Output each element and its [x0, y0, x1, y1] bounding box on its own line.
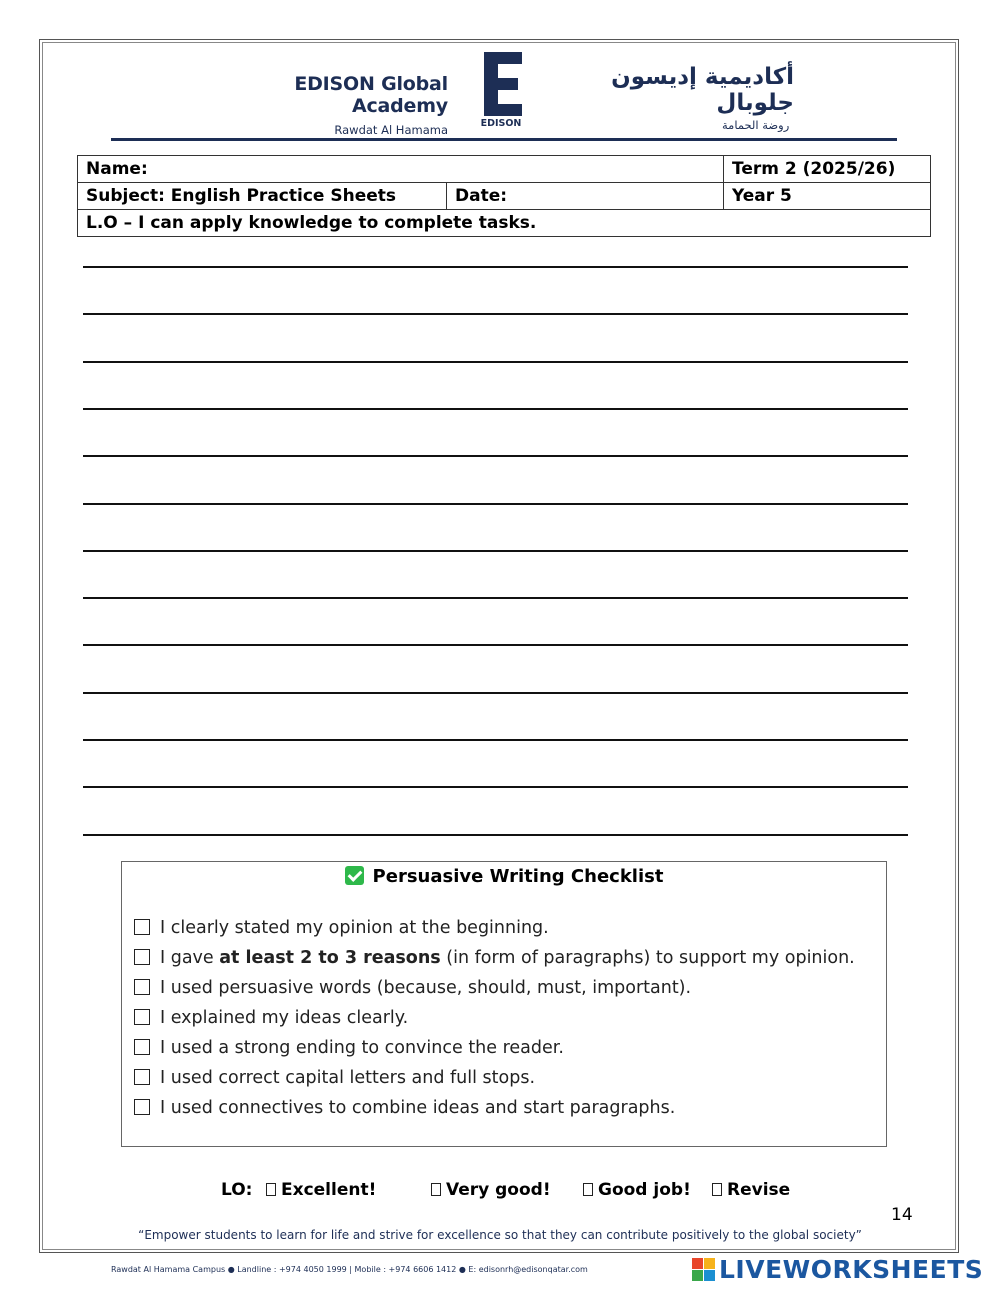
header-rule: [111, 138, 897, 141]
checklist-item-text: I gave: [160, 948, 220, 968]
school-title: EDISON Global Academy: [294, 73, 448, 117]
checkbox[interactable]: [134, 919, 150, 935]
page-number: 14: [891, 1205, 913, 1225]
info-table: [77, 155, 931, 237]
checklist-item-text: I explained my ideas clearly.: [160, 1008, 409, 1028]
term-cell: Term 2 (2025/26): [724, 156, 931, 183]
writing-line[interactable]: [83, 455, 908, 457]
logo-e-icon: [482, 52, 524, 116]
checklist-item-bold-text: at least 2 to 3 reasons: [219, 948, 441, 968]
rating-box-icon[interactable]: [266, 1183, 276, 1196]
checklist-item-text: I used correct capital letters and full stops.: [160, 1068, 536, 1088]
writing-line[interactable]: [83, 644, 908, 646]
writing-line[interactable]: [83, 834, 908, 836]
writing-line[interactable]: [83, 739, 908, 741]
checkbox[interactable]: [134, 1099, 150, 1115]
contact-footer: Rawdat Al Hamama Campus ● Landline : +974 4050 1999 | Mobile : +974 6606 1412 ● E: edisonrh@edisonqatar.com: [111, 1265, 588, 1274]
subject-cell: Subject: English Practice Sheets: [78, 183, 447, 210]
checklist-title-row: [122, 866, 886, 887]
writing-line[interactable]: [83, 786, 908, 788]
checklist-item[interactable]: [134, 978, 691, 998]
writing-line[interactable]: [83, 692, 908, 694]
school-name-ar: [554, 64, 794, 132]
logo-caption: EDISON: [480, 118, 522, 129]
checklist-item-text: I used a strong ending to convince the reader.: [160, 1038, 564, 1058]
name-cell[interactable]: Name:: [78, 156, 724, 183]
year-cell: Year 5: [724, 183, 931, 210]
lo-label: LO:: [221, 1180, 253, 1200]
watermark-text: LIVEWORKSHEETS: [719, 1255, 984, 1284]
writing-line[interactable]: [83, 503, 908, 505]
rating-revise[interactable]: [712, 1180, 790, 1200]
rating-box-icon[interactable]: [583, 1183, 593, 1196]
rating-label: Good job!: [598, 1180, 691, 1200]
rating-very-good[interactable]: [431, 1180, 551, 1200]
checkbox[interactable]: [134, 1039, 150, 1055]
persuasive-writing-checklist: [121, 861, 887, 1147]
rating-label: Excellent!: [281, 1180, 377, 1200]
writing-line[interactable]: [83, 408, 908, 410]
checklist-item-text: I used persuasive words (because, should, must, important).: [160, 978, 692, 998]
writing-line[interactable]: [83, 550, 908, 552]
campus-name-ar: روضة الحمامة: [722, 118, 790, 132]
checklist-item[interactable]: [134, 948, 855, 968]
learning-objective: L.O – I can apply knowledge to complete tasks.: [78, 210, 931, 237]
green-check-icon: [345, 866, 364, 885]
checklist-item[interactable]: [134, 918, 549, 938]
campus-name: Rawdat Al Hamama: [334, 123, 448, 137]
checkbox[interactable]: [134, 949, 150, 965]
rating-box-icon[interactable]: [431, 1183, 441, 1196]
writing-line[interactable]: [83, 361, 908, 363]
rating-label: Very good!: [446, 1180, 551, 1200]
school-title-ar: أكاديمية إديسون جلوبال: [611, 64, 794, 116]
checklist-item-text: I used connectives to combine ideas and start paragraphs.: [160, 1098, 676, 1118]
writing-line[interactable]: [83, 313, 908, 315]
checklist-item[interactable]: [134, 1008, 408, 1028]
rating-good-job[interactable]: [583, 1180, 691, 1200]
writing-line[interactable]: [83, 597, 908, 599]
checkbox[interactable]: [134, 1069, 150, 1085]
rating-label: Revise: [727, 1180, 791, 1200]
date-cell[interactable]: Date:: [447, 183, 724, 210]
checklist-item[interactable]: [134, 1098, 675, 1118]
checkbox[interactable]: [134, 979, 150, 995]
writing-line[interactable]: [83, 266, 908, 268]
checklist-item[interactable]: [134, 1038, 564, 1058]
school-logo: [474, 52, 528, 132]
checklist-item[interactable]: [134, 1068, 535, 1088]
liveworksheets-logo-icon: [692, 1258, 716, 1282]
mission-quote: “Empower students to learn for life and strive for excellence so that they can contribute positively to the global society”: [138, 1228, 862, 1242]
rating-excellent[interactable]: [266, 1180, 376, 1200]
checklist-title: Persuasive Writing Checklist: [372, 866, 664, 887]
checkbox[interactable]: [134, 1009, 150, 1025]
checklist-item-text: I clearly stated my opinion at the beginning.: [160, 918, 549, 938]
liveworksheets-watermark: [692, 1255, 983, 1284]
checklist-item-text: (in form of paragraphs) to support my opinion.: [440, 948, 855, 968]
school-name-en: [212, 73, 448, 137]
rating-box-icon[interactable]: [712, 1183, 722, 1196]
